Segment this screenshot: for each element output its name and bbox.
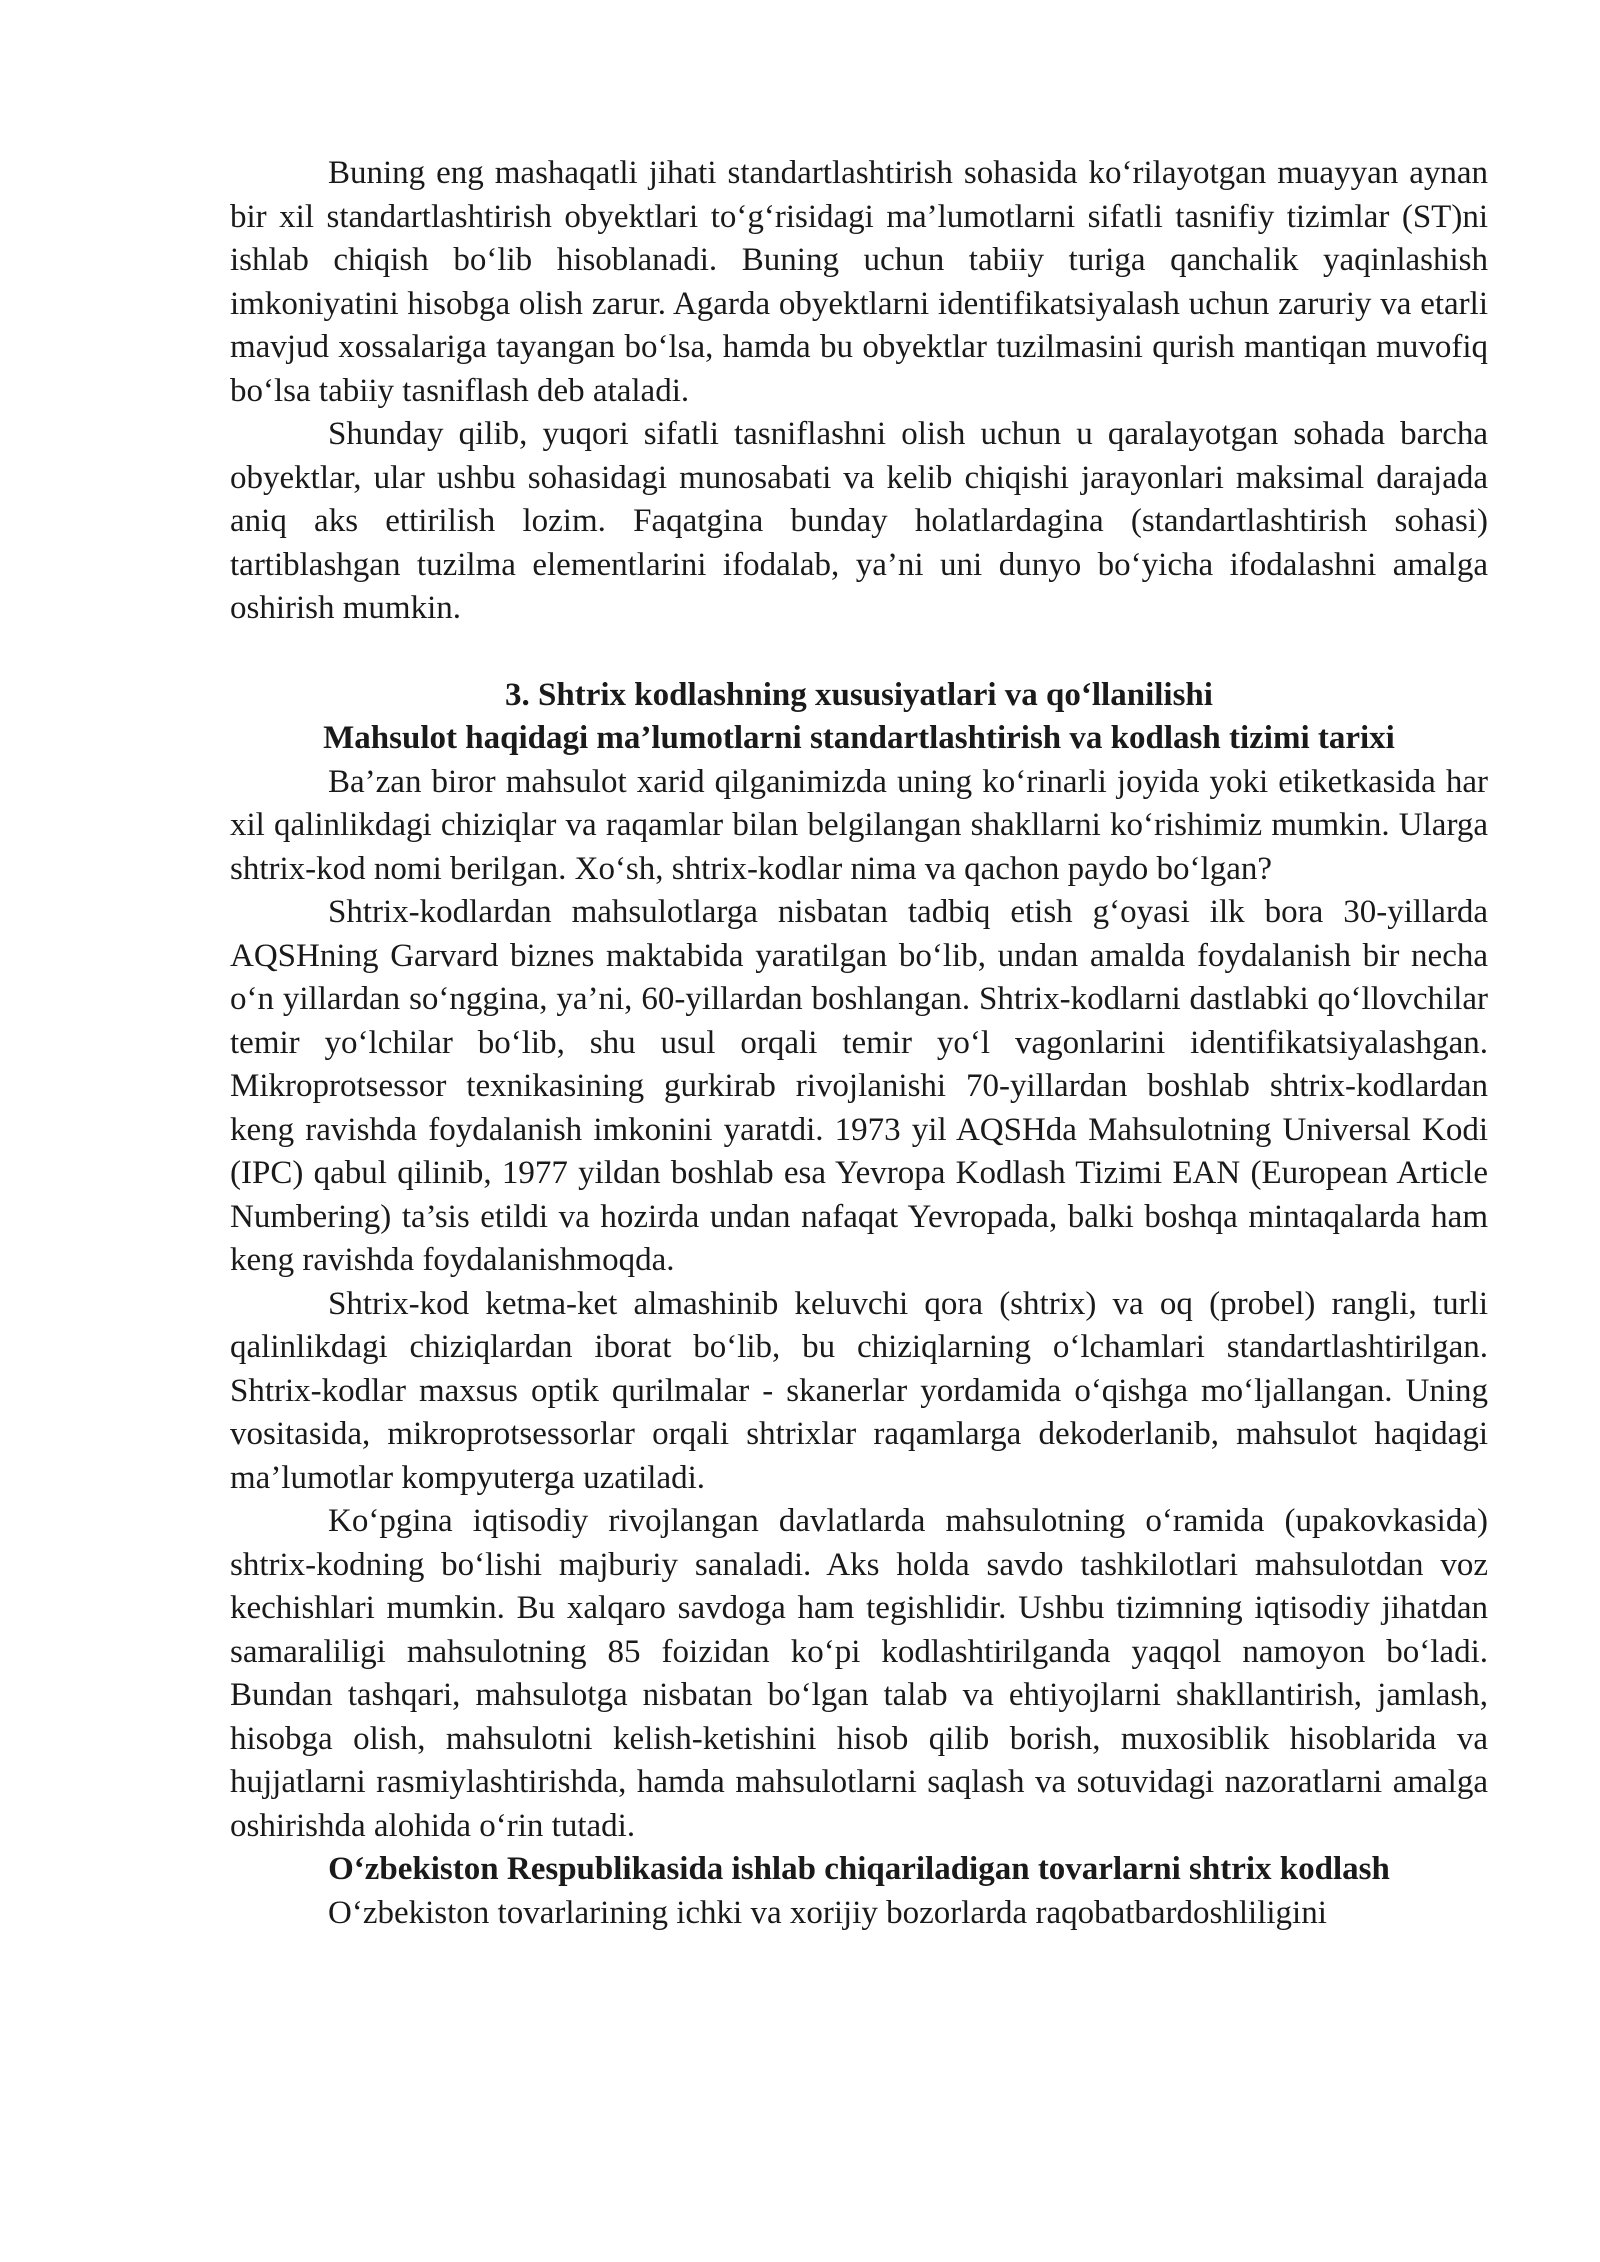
section-spacer (230, 631, 1488, 674)
subsection-title-uzbekistan: O‘zbekiston Respublikasida ishlab chiqariladigan tovarlarni shtrix kodlash (328, 1851, 1390, 1887)
paragraph-barcode-importance: Ko‘pgina iqtisodiy rivojlangan davlatlarda mahsulotning o‘ramida (upakovkasida) shtrix-kodning bo‘lishi majburiy sanaladi. Aks holda savdo tashkilotlari mahsulotdan voz kechishlari mumkin. Bu xalqaro savdoga ham tegishlidir. Ushbu tizimning iqtisodiy jihatdan samaraliligi mahsulotning 85 foizidan ko‘pi kodlashtirilganda yaqqol namoyon bo‘ladi. Bundan tashqari, mahsulotga nisbatan bo‘lgan talab va ehtiyojlarni shakllantirish, jamlash, hisobga olish, mahsulotni kelish-ketishini hisob qilib borish, muxosiblik hisoblarida va hujjatlarni rasmiylashtirishda, hamda mahsulotlarni saqlash va sotuvidagi nazoratlarni amalga oshirishda alohida o‘rin tutadi. (230, 1503, 1488, 1844)
paragraph-barcode-history: Shtrix-kodlardan mahsulotlarga nisbatan tadbiq etish g‘oyasi ilk bora 30-yillarda AQSHning Garvard biznes maktabida yaratilgan bo‘lib, undan amalda foydalanish bir necha o‘n yillardan so‘nggina, ya’ni, 60-yillardan boshlangan. Shtrix-kodlarni dastlabki qo‘llovchilar temir yo‘lchilar bo‘lib, shu usul orqali temir yo‘l vagonlarini identifikatsiyalashgan. Mikroprotsessor texnikasining gurkirab rivojlanishi 70-yillardan boshlab shtrix-kodlardan keng ravishda foydalanish imkonini yaratdi. 1973 yil AQSHda Mahsulotning Universal Kodi (IPC) qabul qilinib, 1977 yildan boshlab esa Yevropa Kodlash Tizimi EAN (European Article Numbering) ta’sis etildi va hozirda undan nafaqat Yevropada, balki boshqa mintaqalarda ham keng ravishda foydalanishmoqda. (230, 894, 1488, 1278)
paragraph-barcode-structure: Shtrix-kod ketma-ket almashinib keluvchi qora (shtrix) va oq (probel) rangli, turli qalinlikdagi chiziqlardan iborat bo‘lib, bu chiziqlarning o‘lchamlari standartlashtirilgan. Shtrix-kodlar maxsus optik qurilmalar - skanerlar yordamida o‘qishga mo‘ljallangan. Uning vositasida, mikroprotsessorlar orqali shtrixlar raqamlarga dekoderlanib, mahsulot haqidagi ma’lumotlar kompyuterga uzatiladi. (230, 1285, 1488, 1496)
paragraph-uzbekistan-goods: O‘zbekiston tovarlarining ichki va xorijiy bozorlarda raqobatbardoshliligini (328, 1894, 1327, 1931)
subsection-title-history: Mahsulot haqidagi ma’lumotlarni standartlashtirish va kodlash tizimi tarixi (323, 720, 1395, 756)
paragraph-standardization-classification: Buning eng mashaqatli jihati standartlashtirish sohasida ko‘rilayotgan muayyan aynan bir xil standartlashtirish obyektlari to‘g‘risidagi ma’lumotlarni sifatli tasnifiy tizimlar (ST)ni ishlab chiqish bo‘lib hisoblanadi. Buning uchun tabiiy turiga qanchalik yaqinlashish imkoniyatini hisobga olish zarur. Agarda obyektlarni identifikatsiyalash uchun zaruriy va etarli mavjud xossalariga tayangan bo‘lsa, hamda bu obyektlar tuzilmasini qurish mantiqan muvofiq bo‘lsa tabiiy tasniflash deb ataladi. (230, 155, 1488, 409)
document-page (230, 152, 1488, 1935)
section-title: 3. Shtrix kodlashning xususiyatlari va qo‘llanilishi (505, 676, 1213, 713)
paragraph-quality-classification: Shunday qilib, yuqori sifatli tasniflashni olish uchun u qaralayotgan sohada barcha obyektlar, ular ushbu sohasidagi munosabati va kelib chiqishi jarayonlari maksimal darajada aniq aks ettirilish lozim. Faqatgina bunday holatlardagina (standartlashtirish sohasi) tartiblashgan tuzilma elementlarini ifodalab, ya’ni uni dunyo bo‘yicha ifodalashni amalga oshirish mumkin. (230, 416, 1488, 626)
paragraph-barcode-intro: Ba’zan biror mahsulot xarid qilganimizda uning ko‘rinarli joyida yoki etiketkasida har xil qalinlikdagi chiziqlar va raqamlar bilan belgilangan shakllarni ko‘rishimiz mumkin. Ularga shtrix-kod nomi berilgan. Xo‘sh, shtrix-kodlar nima va qachon paydo bo‘lgan? (230, 763, 1488, 887)
